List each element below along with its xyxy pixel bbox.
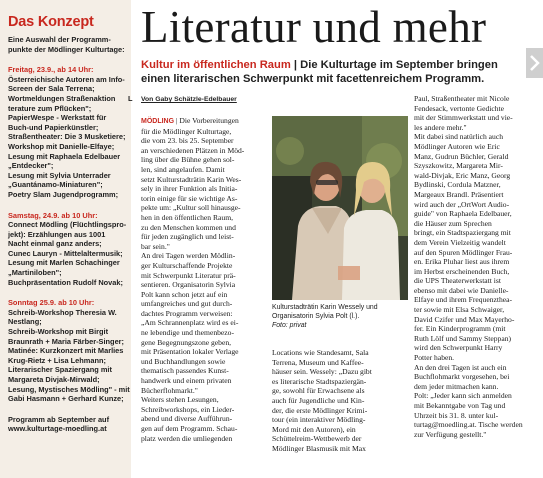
photo-illustration [272, 116, 408, 300]
article-line: David Czifer und Max Mayerho- [414, 314, 515, 324]
article-line: bringt, ein Stadtspaziergang mit [414, 228, 511, 238]
program-item: Krug-Rietz + Lisa Lehmann; [8, 355, 106, 365]
chevron-right-icon [526, 48, 543, 78]
article-line: guide" von Raphaela Edelbauer, [414, 209, 512, 219]
article-line: len, sind angelaufen. Damit [141, 164, 225, 174]
page-title: Literatur und mehr [141, 2, 487, 52]
program-item: Lesung mit Raphaela Edelbauer [8, 151, 121, 161]
subhead-kicker: Kultur im öffentlichen Raum [141, 59, 291, 71]
saturday-heading: Samstag, 24.9. ab 10 Uhr: [8, 210, 98, 220]
program-item: Wortmeldungen Straßenaktion [8, 93, 116, 103]
article-line: gen auf dem Programm. Schau- [141, 424, 238, 433]
program-item: Lesung mit Sylvia Unterrader [8, 170, 111, 180]
program-item: „Guantánamo-Miniaturen"; [8, 180, 103, 190]
article-line: ling über die Bühne gehen sol- [141, 155, 235, 165]
article-line: Potter haben. [414, 353, 455, 363]
article-line: Ruth Lölf und Sammy Steppan) [414, 333, 512, 343]
article-line: Mödlinger Autoren wie Eric [414, 141, 500, 151]
article-line: Polt: „Jeder kann sich anmelden [414, 391, 512, 401]
program-item: Buchpräsentation Rudolf Novak; [8, 277, 123, 287]
article-line: dem Verein Vielzeitig wandelt [414, 237, 506, 247]
article-line: im Herbst erscheinenden Buch, [414, 266, 510, 276]
article-line: Schüttelreim-Wettbewerb der [272, 434, 362, 444]
article-line: ger Kulturschaffende Projekte [141, 260, 233, 270]
next-page-button[interactable] [526, 48, 543, 78]
article-line: Mödlinger Blasmusik mit Max [272, 443, 366, 453]
article-line: Weiters stehen Lesungen, [141, 395, 219, 405]
article-line: die UPS Theaterwerkstatt ist [414, 276, 501, 286]
program-item: Workshop mit Danielle-Elfaye; [8, 141, 115, 151]
article-line: Schreibworkshops, ein Lieder- [141, 404, 235, 414]
program-item: Lesung, Mystisches Mödling" - mit [8, 384, 130, 394]
article-line: Elfaye und ihrem Frequenzthea- [414, 295, 513, 305]
program-item: Braunrath + Maria Färber-Singer; [8, 336, 125, 346]
article-line: thematisch passendes Kunst- [141, 366, 229, 376]
program-item: „Martiniloben"; [8, 268, 62, 278]
sunday-heading: Sonntag 25.9. ab 10 Uhr: [8, 298, 95, 308]
article-line: mit Präsentation lokaler Verlage [141, 347, 239, 357]
article-line: an verschiedenen Plätzen in Möd- [141, 145, 245, 155]
article-column-3 [414, 94, 536, 439]
article-line: ter sowie mit Elsa Schwaiger, [414, 305, 505, 315]
article-line: setzt Kulturstadträtin Karin Wes- [141, 174, 242, 184]
article-line: die vom 23. bis 25. September [141, 136, 234, 146]
article-line: umfangreiches und gut durch- [141, 299, 233, 309]
article-line: abend und diverse Aufführun- [141, 414, 233, 424]
article-line: Polt kann schon jetzt auf ein [141, 289, 228, 299]
article-line: es literarische Stadtspaziergän- [272, 376, 367, 386]
article-line: häuser sein. Wessely: „Dazu gibt [272, 367, 372, 377]
article-line: hen in den öffentlichen Raum, [141, 212, 234, 222]
article-line: „Am Schrannenplatz wird es ei- [141, 318, 239, 328]
article-line: wird auch der „OrtWort Audio- [414, 199, 510, 209]
subheadline [141, 59, 531, 86]
subhead-text-line2: einen literarischen Schwerpunkt mit facettenreichem Programm. [141, 72, 485, 85]
program-item: Buch-und Papierkünstler; [8, 122, 99, 132]
sidebar-title: Das Konzept [8, 14, 94, 30]
article-line: Fendesack, vertonte Gedichte [414, 103, 505, 113]
article-line: fer. Ein Kinderprogramm (mit [414, 324, 506, 334]
article-line: dachtes Programm verweisen: [141, 308, 233, 318]
article-line: en. Erika Pluhar liest aus ihrem [414, 257, 510, 267]
article-line: Mit dabei sind natürlich auch [414, 132, 503, 142]
article-line: die Häuser zum Sprechen [414, 218, 492, 228]
article-line: auch für Jugendliche und Kin- [272, 395, 365, 405]
article-line: Szyszkowitz, Margareta Mir- [414, 161, 503, 171]
caption-line: Organisatorin Sylvia Polt (l.). [272, 312, 360, 320]
article-line: pekte um: „Kultur soll hinausge- [141, 203, 241, 213]
article-line: der, die erste Mödlinger Krimi- [272, 405, 368, 415]
sidebar-intro-line: punkte der Mödlinger Kulturtage: [8, 44, 125, 54]
article-line: Manz, Gudrun Büchler, Gerald [414, 151, 509, 161]
article-line: Paul, Straßentheater mit Nicole [414, 94, 510, 103]
program-item: Connect Mödling (Flüchtlingspro- [8, 220, 127, 230]
article-line: platz werden die umliegenden [141, 433, 233, 443]
article-line: sentieren. Organisatorin Sylvia [141, 280, 236, 290]
caption-line: Kulturstadträtin Karin Wessely und [272, 304, 378, 311]
article-line: für die Mödlinger Kulturtage, [141, 126, 232, 136]
program-item: Österreichische Autoren am Info- [8, 74, 125, 84]
article-column-2 [272, 348, 408, 454]
article-line: mit Bekanntgabe von Tag und [414, 401, 506, 410]
program-item: PapierWespe - Werkstatt für [8, 113, 107, 123]
program-item: Gabi Hasmann + Gerhard Kunze; [8, 394, 124, 404]
program-item: Schreib-Workshop Theresia W. [8, 307, 117, 317]
article-line: Buchflohmarkt vorgesehen, bei [414, 372, 510, 382]
article-line: Terrena, Museum und Kaffee- [272, 357, 364, 367]
article-line: An den drei Tagen ist auch ein [414, 362, 507, 372]
article-line: ebenso mit dabei wie Danielle- [414, 285, 509, 295]
article-line: Margeaux Brandl. Präsentiert [414, 189, 504, 199]
program-item: Straßentheater: Die 3 Musketiere; [8, 132, 126, 142]
program-item: Literarischer Spaziergang mit [8, 365, 112, 375]
program-item: Nestlang; [8, 317, 42, 327]
article-line: Bücherflohmarkt." [141, 385, 198, 395]
article-line: ge, sowohl für Erwachsene als [272, 386, 365, 396]
program-item: terature zum Pflücken"; [8, 103, 92, 113]
article-line: wald-Divjak, Eric Manz, Georg [414, 170, 511, 180]
program-item: Matinée: Kurzkonzert mit Marlies [8, 346, 124, 356]
article-line: Bydlinski, Cordula Matzner, [414, 180, 501, 190]
article-line: les andere mehr." [414, 122, 467, 132]
article-line: Mord mit den Autoren), ein [272, 424, 356, 434]
article-line: handwerk und einem privaten [141, 376, 232, 386]
sidebar-footer-link[interactable]: www.kulturtage-moedling.at [8, 424, 107, 434]
article-line: auf den Spuren Mödlinger Frau- [414, 247, 513, 257]
article-line: zur Verfügung gestellt." [414, 429, 487, 439]
article-line: Locations wie Standesamt, Sala [272, 348, 369, 357]
sidebar-intro-line: Eine Auswahl der Programm- [8, 35, 111, 44]
program-item: Schreib-Workshop mit Birgit [8, 327, 109, 337]
byline: Von Gaby Schätzle-Edelbauer [141, 96, 237, 103]
article-line: mit der Stimmwerkstatt und vie- [414, 113, 513, 123]
friday-heading: Freitag, 23.9., ab 14 Uhr: [8, 65, 94, 75]
program-item: Poetry Slam Jugendprogramm; [8, 189, 119, 199]
article-line: | Die Vorbereitungen [174, 116, 239, 125]
article-line: gene Begegnungszone geben, [141, 337, 232, 347]
article-line: mit Schwerpunkt Literatur prä- [141, 270, 236, 280]
program-item: jekt): Erzählungen aus 1001 [8, 229, 106, 239]
dateline: MÖDLING [141, 118, 175, 125]
article-line: dem jeder mitmachen kann. [414, 381, 499, 391]
program-item: Cunec Lauryn - Mittelaltermusik; [8, 248, 123, 258]
photo-credit: Foto: privat [272, 321, 307, 329]
article-line: zu den Menschen kommen und [141, 222, 236, 232]
sidebar-box [0, 0, 131, 478]
article-column-1 [141, 116, 269, 443]
program-item: Screen der Sala Terrena; [8, 84, 95, 94]
article-line: torin einige für sie wichtige As- [141, 193, 238, 203]
article-line: bar sein." [141, 241, 170, 251]
subhead-text: | Die Kulturtage im September bringen [290, 59, 498, 71]
program-item: Nacht einmal ganz anders; [8, 239, 102, 249]
article-line: Uhrzeit bis 31. 8. unter kul- [414, 410, 499, 420]
program-item: „Entdecker"; [8, 161, 54, 171]
article-line: turtag@moedling.at. Tische werden [414, 420, 523, 430]
article-line: und Buchhandlungen sowie [141, 356, 226, 366]
sidebar-footer-line: Programm ab September auf [8, 414, 110, 424]
article-line: wird den Schwerpunkt Harry [414, 343, 503, 353]
program-item: Lesung mit Marlen Schachinger [8, 258, 120, 268]
article-line: tour (ein interaktiver Mödling- [272, 415, 366, 425]
article-line: An drei Tagen werden Mödlin- [141, 251, 236, 261]
sunday-list [8, 308, 129, 404]
friday-list [8, 75, 129, 200]
sidebar-mark: L [128, 94, 133, 103]
article-line: für jeden zugänglich und leist- [141, 232, 234, 242]
photo-caption [272, 304, 408, 330]
article-line: ne lebendige und themenbezo- [141, 328, 234, 338]
article-line: sely in ihrer Funktion als Initia- [141, 184, 238, 194]
sidebar-program [8, 35, 129, 434]
article-photo [272, 116, 408, 300]
program-item: Margareta Divjak-Mirwald; [8, 375, 100, 384]
saturday-list [8, 220, 129, 287]
